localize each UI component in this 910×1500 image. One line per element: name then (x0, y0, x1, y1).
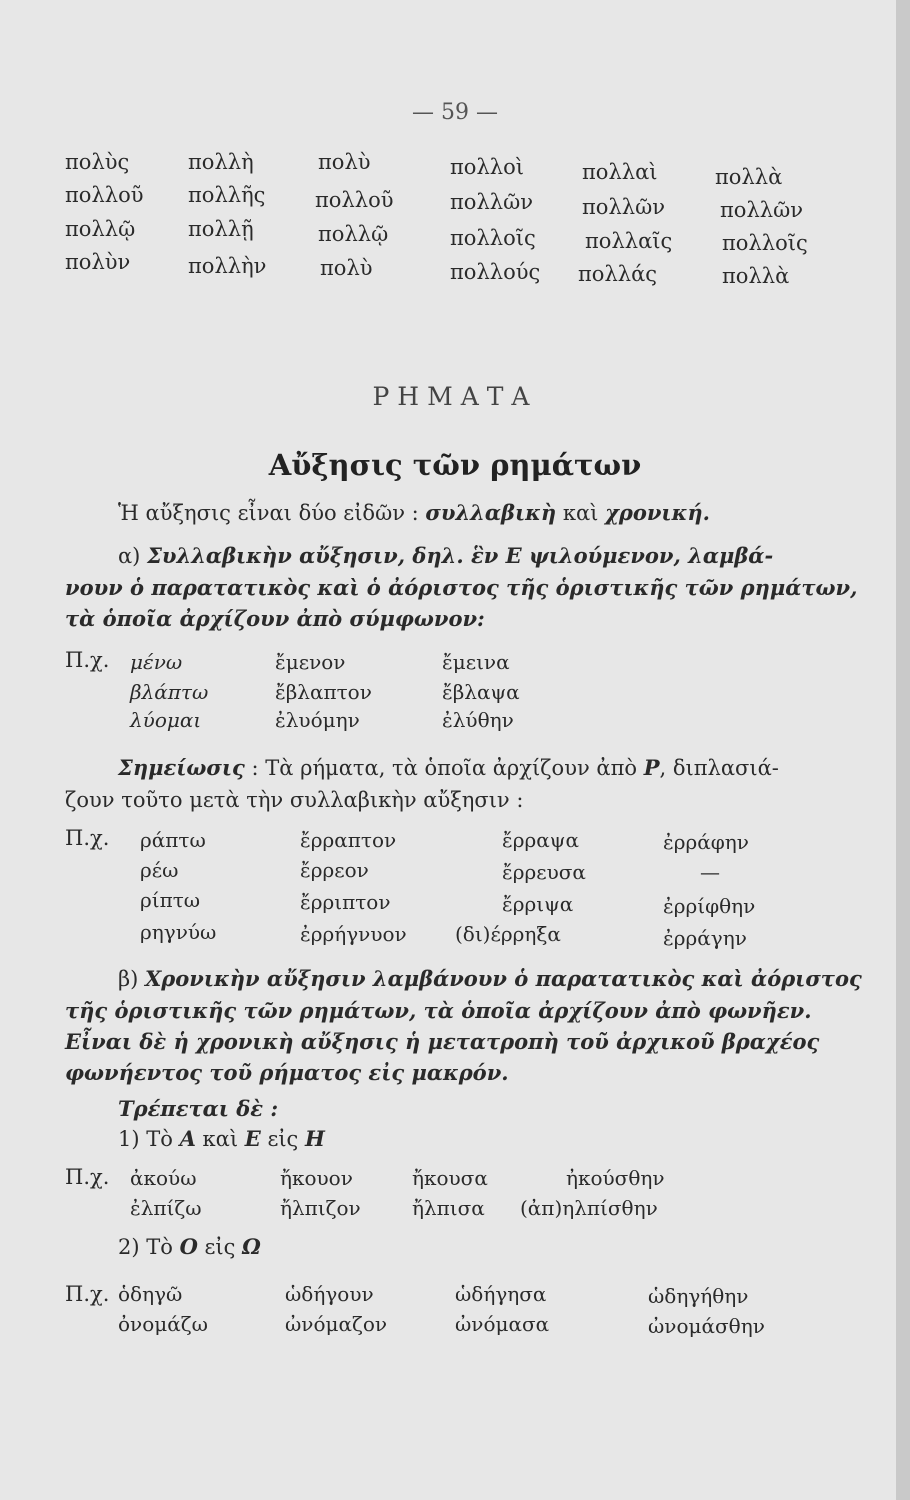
table-cell: πολλῶν (582, 195, 665, 219)
beta-line-2: τῆς ὁριστικῆς τῶν ρημάτων, τὰ ὁποῖα ἀρχίζουν ἀπὸ φωνῆεν. (65, 998, 812, 1023)
table-cell: πολλὰ (722, 264, 790, 288)
example-word: ἐρράφην (663, 830, 749, 854)
table-cell: πολλῶν (450, 190, 533, 214)
example-word: ὡδηγήθην (648, 1284, 749, 1308)
example-word: λύομαι (130, 708, 202, 732)
rule-letter: Ε (244, 1126, 261, 1151)
example-label: Π.χ. (65, 1282, 110, 1306)
example-word: ἐρρήγνυον (300, 922, 407, 946)
example-label: Π.χ. (65, 648, 110, 672)
beta-line-4: φωνήεντος τοῦ ρήματος εἰς μακρόν. (65, 1060, 509, 1085)
example-word: ἐρρίφθην (663, 894, 756, 918)
rule-letter: Ο (179, 1234, 198, 1259)
table-cell: πολλαῖς (585, 229, 673, 253)
rule-text: εἰς (197, 1235, 243, 1259)
rule-text: καὶ (195, 1127, 245, 1151)
page-number: — 59 — (412, 100, 498, 125)
rule-text: 2) Τὸ (118, 1235, 180, 1259)
example-word: ἔμενον (275, 650, 346, 674)
beta-line-1 (118, 966, 862, 991)
intro-line (118, 500, 710, 525)
table-cell: πολλαὶ (582, 160, 658, 184)
table-cell: πολλῷ (318, 222, 389, 246)
table-cell: πολλὴν (188, 254, 267, 278)
example-word: ἤλπισα (412, 1196, 485, 1220)
table-cell: πολὺς (65, 150, 130, 174)
note-text-2: , διπλασιά- (659, 756, 779, 780)
example-word: ἐλπίζω (130, 1196, 202, 1220)
alpha-line-2: νουν ὁ παρατατικὸς καὶ ὁ ἀόριστος τῆς ὁριστικῆς τῶν ρημάτων, (65, 575, 858, 600)
table-cell: πολλὰ (715, 165, 783, 189)
example-label: Π.χ. (65, 1165, 110, 1189)
example-word: ὀνομάζω (118, 1312, 208, 1336)
note-line-1 (118, 755, 779, 780)
example-word: ρηγνύω (140, 920, 217, 944)
table-cell: πολλοῖς (450, 226, 536, 250)
example-word: (ἀπ)ηλπίσθην (520, 1196, 658, 1220)
example-word: ἔρριψα (502, 892, 574, 916)
example-word: ὠνόμασα (455, 1312, 550, 1336)
example-word: (δι)έρρηξα (455, 922, 561, 946)
table-cell: πολὺ (320, 256, 373, 280)
example-word: ἔρραψα (502, 828, 579, 852)
example-label: Π.χ. (65, 826, 110, 850)
table-cell: πολλοῦ (315, 188, 394, 212)
example-word: ἔμεινα (442, 650, 510, 674)
intro-text: Ἡ αὔξησις εἶναι δύο εἰδῶν : (118, 501, 426, 525)
example-word: ἔρραπτον (300, 828, 397, 852)
example-word: ὠνόμαζον (285, 1312, 388, 1336)
example-word: ἔρριπτον (300, 890, 391, 914)
example-word: ρέω (140, 858, 179, 882)
table-cell: πολλῷ (65, 217, 136, 241)
example-word: ὁδηγῶ (118, 1282, 183, 1306)
example-word: ἐλύθην (442, 708, 514, 732)
table-cell: πολλοῖς (722, 231, 808, 255)
page-edge (896, 0, 910, 1500)
intro-syllabic: συλλαβικὴ (425, 500, 557, 525)
example-word: ἤκουσα (412, 1166, 488, 1190)
alpha-text-1: Συλλαβικὴν αὔξησιν, δηλ. ἓν Ε ψιλούμενον, λαμβά- (147, 543, 774, 568)
beta-text-1: Χρονικὴν αὔξησιν λαμβάνουν ὁ παρατατικὸς καὶ ἀόριστος (145, 966, 862, 991)
example-word: ὠνομάσθην (648, 1314, 765, 1338)
beta-line-3: Εἶναι δὲ ἡ χρονικὴ αὔξησις ἡ μετατροπὴ τοῦ ἀρχικοῦ βραχέος (65, 1029, 820, 1054)
trepetai-line: Τρέπεται δὲ : (118, 1096, 279, 1121)
table-cell: πολλῇ (188, 217, 254, 241)
example-word: ρίπτω (140, 888, 201, 912)
example-word: ράπτω (140, 828, 206, 852)
alpha-line-1 (118, 543, 773, 568)
rule-1 (118, 1126, 325, 1151)
rule-text: 1) Τὸ (118, 1127, 180, 1151)
note-label: Σημείωσις (118, 755, 245, 780)
table-cell: πολλοῦ (65, 183, 144, 207)
example-word: ἀκούω (130, 1166, 197, 1190)
intro-temporal: χρονική. (605, 500, 710, 525)
table-cell: πολλούς (450, 260, 541, 284)
rule-2 (118, 1234, 261, 1259)
example-word: ἔρρευσα (502, 860, 586, 884)
example-word: μένω (130, 650, 183, 674)
example-word: — (700, 860, 720, 884)
note-text-1: : Τὰ ρήματα, τὰ ὁποῖα ἀρχίζουν ἀπὸ (244, 756, 644, 780)
table-cell: πολὺν (65, 250, 131, 274)
section-subtitle: Αὔξησις τῶν ρημάτων (268, 448, 642, 482)
table-cell: πολλῶν (720, 198, 803, 222)
example-word: ἐρράγην (663, 926, 747, 950)
note-line-2: ζουν τοῦτο μετὰ τὴν συλλαβικὴν αὔξησιν : (65, 788, 524, 812)
intro-and: καὶ (556, 501, 606, 525)
example-word: ἔρρεον (300, 858, 369, 882)
note-rho: Ρ (643, 755, 660, 780)
example-word: βλάπτω (130, 680, 209, 704)
table-cell: πολλοὶ (450, 155, 524, 179)
rule-letter: Α (179, 1126, 196, 1151)
table-cell: πολὺ (318, 150, 371, 174)
section-title: ΡΗΜΑΤΑ (372, 382, 538, 411)
example-word: ἤκουον (280, 1166, 353, 1190)
rule-letter: Ω (242, 1234, 261, 1259)
table-cell: πολλὴ (188, 150, 254, 174)
example-word: ἠκούσθην (566, 1166, 665, 1190)
example-word: ἔβλαψα (442, 680, 520, 704)
table-cell: πολλῆς (188, 183, 266, 207)
alpha-line-3: τὰ ὁποῖα ἀρχίζουν ἀπὸ σύμφωνον: (65, 606, 485, 631)
rule-text: εἰς (260, 1127, 305, 1151)
beta-marker: β) (118, 967, 146, 991)
table-cell: πολλάς (578, 262, 658, 286)
alpha-marker: α) (118, 544, 148, 568)
rule-letter: Η (305, 1126, 325, 1151)
example-word: ἐλυόμην (275, 708, 360, 732)
example-word: ὡδήγουν (285, 1282, 374, 1306)
example-word: ἤλπιζον (280, 1196, 361, 1220)
example-word: ὡδήγησα (455, 1282, 547, 1306)
example-word: ἔβλαπτον (275, 680, 372, 704)
